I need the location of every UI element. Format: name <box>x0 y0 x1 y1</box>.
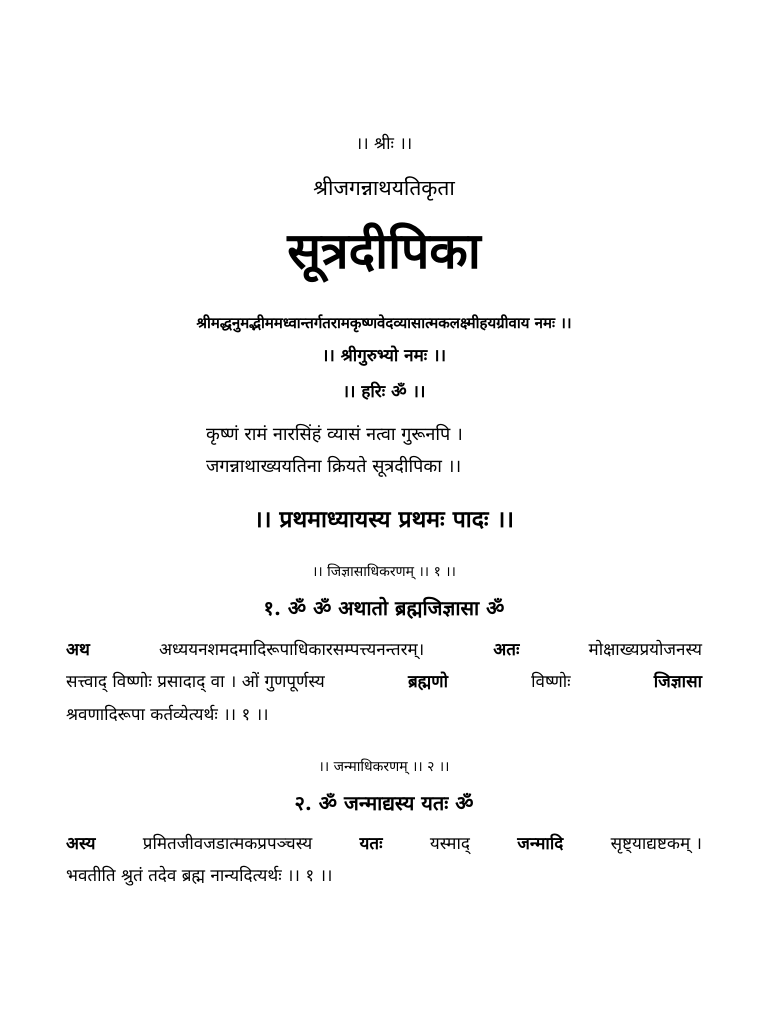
commentary-text: मोक्षाख्यप्रयोजनस्य <box>588 640 702 660</box>
commentary-text: सृष्ट्याद्यष्टकम् । <box>610 834 702 854</box>
adhikarana-heading-1: ।। जिज्ञासाधिकरणम् ।। १ ।। <box>312 564 456 580</box>
shri-invocation: ।। श्रीः ।। <box>355 134 413 154</box>
commentary-text: सत्त्वाद् विष्णोः प्रसादाद् वा । ओं गुणपूर्णस्य <box>66 672 325 692</box>
verse-line-1: कृष्णं रामं नारसिंहं व्यासं नत्वा गुरूनपि । <box>206 424 463 445</box>
namaskara-line: श्रीमद्धनुमद्भीममध्वान्तर्गतरामकृष्णवेदव्यासात्मकलक्ष्मीहयग्रीवाय नमः ।। <box>196 314 572 332</box>
commentary-keyword: यतः <box>359 834 383 854</box>
commentary-keyword: अथ <box>66 640 90 660</box>
chapter-heading: ।। प्रथमाध्यायस्य प्रथमः पादः ।। <box>253 506 515 533</box>
verse-line-2: जगन्नाथाख्ययतिना क्रियते सूत्रदीपिका ।। <box>206 456 462 477</box>
commentary-keyword: जन्मादि <box>517 834 564 854</box>
author-line: श्रीजगन्नाथयतिकृता <box>313 176 455 200</box>
commentary-text: अध्ययनशमदमादिरूपाधिकारसम्पत्त्यनन्तरम्। <box>158 640 425 660</box>
commentary-1-line-2 <box>66 674 702 691</box>
adhikarana-heading-2: ।। जन्माधिकरणम् ।। २ ।। <box>318 759 450 775</box>
commentary-text: यस्माद् <box>429 834 470 854</box>
commentary-keyword: ब्रह्मणो <box>407 672 448 692</box>
guru-invocation: ।। श्रीगुरुभ्यो नमः ।। <box>321 346 447 366</box>
commentary-1-line-3: श्रवणादिरूपा कर्तव्येत्यर्थः ।। १ ।। <box>66 705 269 725</box>
commentary-keyword: जिज्ञासा <box>653 672 702 692</box>
commentary-keyword: अस्य <box>66 834 96 854</box>
commentary-2-line-2: भवतीति श्रुतं तदेव ब्रह्म नान्यदित्यर्थः ।। १ ।। <box>66 866 333 886</box>
commentary-text: प्रमितजीवजडात्मकप्रपञ्चस्य <box>142 834 313 854</box>
hari-invocation: ।। हरिः ॐ ।। <box>342 382 426 402</box>
page-title: सूत्रदीपिका <box>287 221 481 280</box>
commentary-1-line-1 <box>66 642 702 659</box>
commentary-text: विष्णोः <box>531 672 571 692</box>
sutra-1: १. ॐ ॐ अथातो ब्रह्मजिज्ञासा ॐ <box>263 596 505 620</box>
commentary-2-line-1 <box>66 836 702 853</box>
commentary-keyword: अतः <box>493 640 520 660</box>
sutra-2: २. ॐ जन्माद्यस्य यतः ॐ <box>294 791 474 815</box>
